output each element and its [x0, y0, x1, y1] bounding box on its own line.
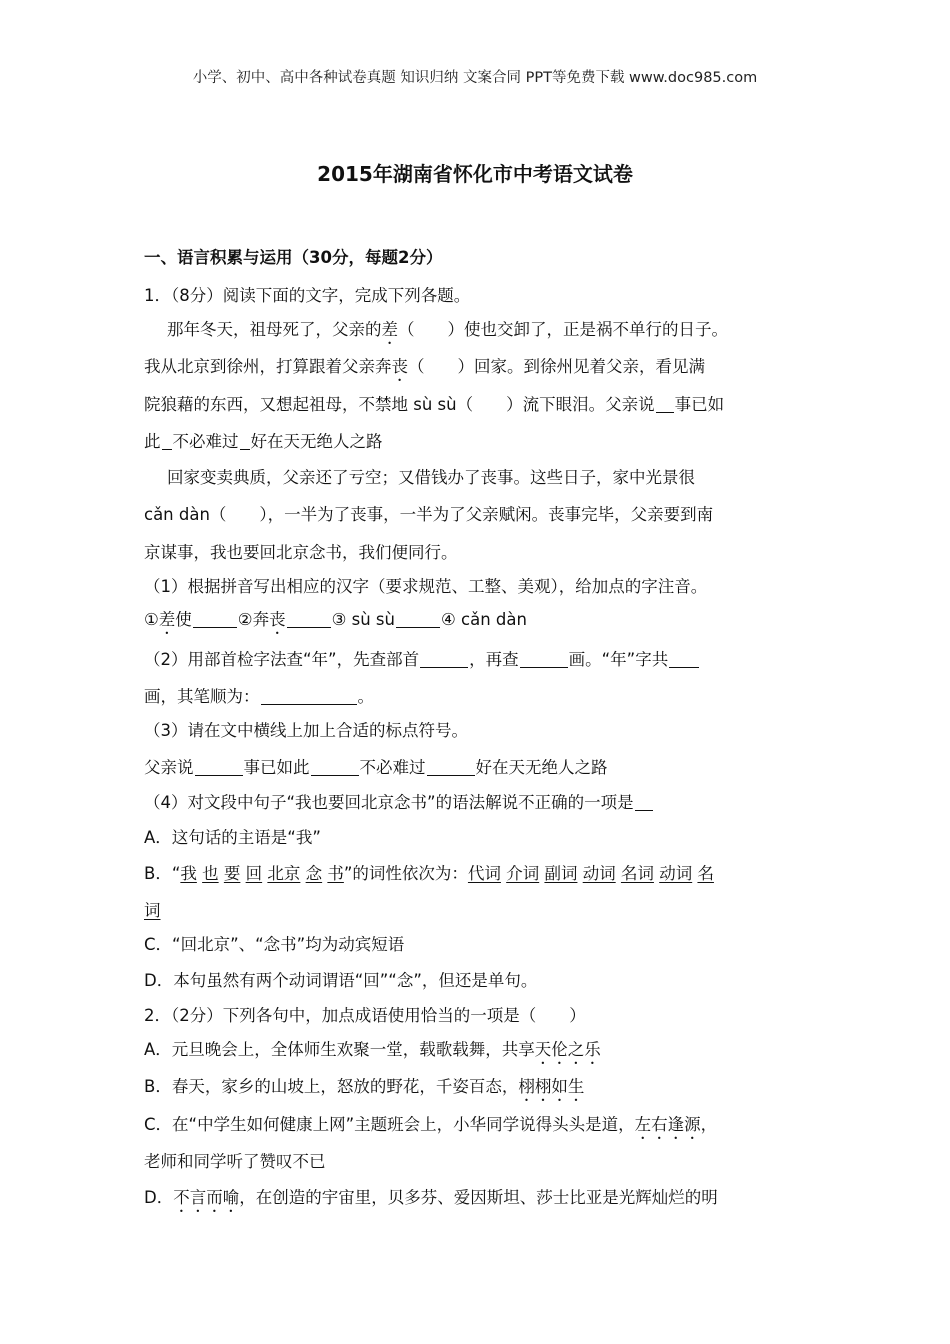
answer-blank[interactable] — [669, 651, 699, 669]
q2-option-c — [144, 1111, 717, 1143]
text: （2）用部首检字法查“年”，先查部首 — [144, 650, 420, 669]
dotted-idiom: 天伦之乐 — [534, 1040, 601, 1059]
q2-option-b — [144, 1073, 584, 1105]
text: ②奔 — [237, 610, 270, 629]
text: （ ）使也交卸了，正是祸不单行的日子。 — [398, 320, 728, 339]
section-heading: 一、语言积累与运用（30分，每题2分） — [144, 248, 443, 267]
text: ，在创造的宇宙里，贝多芬、爱因斯坦、莎士比亚是光辉灿烂的明 — [239, 1188, 718, 1207]
blank-line — [656, 396, 674, 414]
passage-line — [167, 316, 728, 348]
text: D． — [144, 1188, 174, 1207]
text: 使 — [175, 610, 192, 629]
text: ④ cǎn dàn — [440, 610, 527, 629]
q2-option-c-cont: 老师和同学听了赞叹不已 — [144, 1152, 326, 1171]
answer-blank[interactable] — [311, 759, 359, 777]
underlined-word: 名词 — [620, 864, 654, 883]
text: ① — [144, 610, 159, 629]
answer-blank[interactable] — [287, 611, 331, 629]
answer-blank[interactable] — [193, 611, 237, 629]
text: 那年冬天，祖母死了，父亲的 — [167, 320, 382, 339]
underlined-word: 词 — [144, 901, 161, 920]
page-title: 2015年湖南省怀化市中考语文试卷 — [317, 162, 633, 186]
dotted-char: 丧 — [269, 610, 286, 629]
passage-line — [144, 353, 705, 385]
q2-option-d — [144, 1184, 718, 1216]
answer-line — [144, 754, 608, 778]
underlined-word: 回 — [245, 864, 263, 883]
text: ”的词性依次为： — [343, 864, 468, 883]
text: 不必难过 — [359, 758, 426, 777]
sub-question-4 — [144, 789, 654, 813]
passage-line — [144, 391, 724, 415]
option-b-cont — [144, 897, 161, 921]
underlined-word: 动词 — [659, 864, 693, 883]
option-c: C．“回北京”、“念书”均为动宾短语 — [144, 935, 405, 954]
underlined-word: 介词 — [506, 864, 540, 883]
underlined-word: 也 — [202, 864, 219, 883]
text: 我从北京到徐州，打算跟着父亲奔 — [144, 357, 392, 376]
q1-stem: 1．（8分）阅读下面的文字，完成下列各题。 — [144, 286, 471, 305]
passage-line: 回家变卖典质，父亲还了亏空；又借钱办了丧事。这些日子，家中光景很 — [167, 468, 695, 487]
text: 父亲说 — [144, 758, 194, 777]
dotted-char: 丧 — [391, 357, 408, 376]
answer-blank[interactable] — [427, 759, 475, 777]
underlined-word: 要 — [223, 864, 241, 883]
sub-question-3: （3）请在文中横线上加上合适的标点符号。 — [144, 721, 468, 740]
text: 。 — [357, 687, 374, 706]
text: 画，其笔顺为： — [144, 687, 260, 706]
option-b — [144, 860, 714, 884]
text: 不必难过 — [172, 432, 239, 451]
dotted-idiom: 不言而喻 — [173, 1188, 240, 1207]
underlined-word: 动词 — [582, 864, 616, 883]
passage-line: cǎn dàn（ ），一半为了丧事，一半为了父亲赋闲。丧事完毕，父亲要到南 — [144, 505, 714, 524]
text: 事已如 — [674, 395, 725, 414]
blank-line — [240, 433, 250, 451]
passage-line — [144, 428, 383, 452]
dotted-char: 差 — [381, 320, 398, 339]
underlined-word: 书 — [327, 864, 344, 883]
sub-question-2 — [144, 646, 700, 670]
option-d: D．本句虽然有两个动词谓语“回”“念”，但还是单句。 — [144, 971, 538, 990]
text: A．元旦晚会上，全体师生欢聚一堂，载歌载舞，共享 — [144, 1040, 535, 1059]
underlined-word: 副词 — [544, 864, 578, 883]
sub-question-2-cont — [144, 683, 374, 707]
q2-option-a — [144, 1036, 601, 1068]
dotted-idiom: 栩栩如生 — [518, 1077, 585, 1096]
answer-blank[interactable] — [396, 611, 440, 629]
text: 好在天无绝人之路 — [475, 758, 608, 777]
underlined-word: 名 — [697, 864, 714, 883]
q2-stem: 2．（2分）下列各句中，加点成语使用恰当的一项是（ ） — [144, 1006, 586, 1025]
text: 画。“年”字共 — [568, 650, 669, 669]
text: B．“ — [144, 864, 181, 883]
passage-line: 京谋事，我也要回北京念书，我们便同行。 — [144, 543, 458, 562]
dotted-idiom: 左右逢源 — [634, 1115, 701, 1134]
answer-blank[interactable] — [635, 794, 653, 812]
page-header: 小学、初中、高中各种试卷真题 知识归纳 文案合同 PPT等免费下载 www.doc985.com — [192, 70, 758, 86]
text: ，再查 — [469, 650, 519, 669]
option-a: A．这句话的主语是“我” — [144, 828, 321, 847]
dotted-char: 差 — [158, 610, 176, 629]
text: （ ）回家。到徐州见着父亲，看见满 — [408, 357, 705, 376]
sub-question-1: （1）根据拼音写出相应的汉字（要求规范、工整、美观），给加点的字注音。 — [144, 577, 708, 596]
text: C．在“中学生如何健康上网”主题班会上，小华同学说得头头是道， — [144, 1115, 635, 1134]
answer-line — [144, 606, 527, 638]
answer-blank[interactable] — [195, 759, 243, 777]
answer-blank[interactable] — [420, 651, 468, 669]
text: ③ sù sù — [331, 610, 395, 629]
text: B．春天，家乡的山坡上，怒放的野花，千姿百态， — [144, 1077, 519, 1096]
underlined-word: 念 — [305, 864, 323, 883]
text: 此 — [144, 432, 161, 451]
text: （4）对文段中句子“我也要回北京念书”的语法解说不正确的一项是 — [144, 793, 634, 812]
blank-line — [162, 433, 172, 451]
underlined-word: 我 — [180, 864, 197, 883]
text: 院狼藉的东西，又想起祖母，不禁地 sù sù（ ）流下眼泪。父亲说 — [144, 395, 655, 414]
text: 事已如此 — [243, 758, 310, 777]
text: ， — [700, 1115, 718, 1134]
answer-blank[interactable] — [261, 688, 357, 706]
underlined-word: 北京 — [267, 864, 301, 883]
text: 好在天无绝人之路 — [250, 432, 383, 451]
underlined-word: 代词 — [467, 864, 501, 883]
answer-blank[interactable] — [520, 651, 568, 669]
